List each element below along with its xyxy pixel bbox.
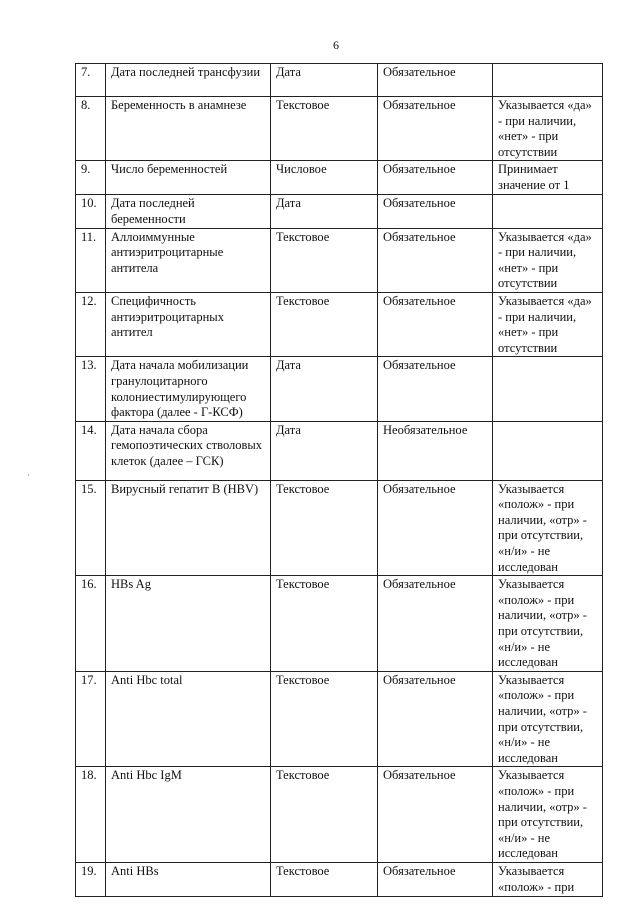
row-number: 14.: [76, 421, 106, 480]
row-number: 13.: [76, 357, 106, 421]
field-name: Дата начала мобилизации гранулоцитарного колониестимулирующего фактора (далее - Г-КСФ): [106, 357, 271, 421]
field-required: Обязательное: [378, 228, 493, 292]
field-name: Anti HBs: [106, 862, 271, 896]
field-type: Текстовое: [271, 292, 378, 356]
field-note: [493, 195, 603, 228]
fields-table: [75, 63, 603, 897]
field-type: Числовое: [271, 161, 378, 195]
row-number: 15.: [76, 480, 106, 576]
field-type: Текстовое: [271, 767, 378, 863]
field-note: [493, 357, 603, 421]
field-type: Дата: [271, 64, 378, 97]
field-name: Аллоиммунные антиэритроцитарные антитела: [106, 228, 271, 292]
field-note: Указывается «полож» - при: [493, 862, 603, 896]
row-number: 16.: [76, 576, 106, 672]
field-note: Указывается «полож» - при наличии, «отр» - при отсутствии, «н/и» - не исследован: [493, 767, 603, 863]
table-row: [76, 480, 603, 576]
field-required: Обязательное: [378, 576, 493, 672]
table-row: [76, 292, 603, 356]
field-type: Дата: [271, 357, 378, 421]
table-row: [76, 671, 603, 767]
field-required: Обязательное: [378, 767, 493, 863]
table-row: [76, 421, 603, 480]
field-name: Дата последней беременности: [106, 195, 271, 228]
field-type: Текстовое: [271, 97, 378, 161]
table-row: [76, 767, 603, 863]
field-name: Беременность в анамнезе: [106, 97, 271, 161]
row-number: 18.: [76, 767, 106, 863]
field-required: Обязательное: [378, 671, 493, 767]
field-note: Указывается «да» - при наличии, «нет» - при отсутствии: [493, 228, 603, 292]
table-row: [76, 64, 603, 97]
table-row: [76, 357, 603, 421]
row-number: 17.: [76, 671, 106, 767]
field-note: Указывается «полож» - при наличии, «отр» - при отсутствии, «н/и» - не исследован: [493, 671, 603, 767]
field-note: Указывается «полож» - при наличии, «отр» - при отсутствии, «н/и» - не исследован: [493, 480, 603, 576]
field-note: [493, 421, 603, 480]
row-number: 10.: [76, 195, 106, 228]
field-name: Число беременностей: [106, 161, 271, 195]
table-row: [76, 161, 603, 195]
field-required: Обязательное: [378, 357, 493, 421]
table-row: [76, 228, 603, 292]
field-name: Anti Hbc IgM: [106, 767, 271, 863]
table-row: [76, 576, 603, 672]
table-row: [76, 97, 603, 161]
row-number: 7.: [76, 64, 106, 97]
field-required: Обязательное: [378, 161, 493, 195]
field-type: Текстовое: [271, 480, 378, 576]
table-row: [76, 862, 603, 896]
field-type: Текстовое: [271, 862, 378, 896]
row-number: 12.: [76, 292, 106, 356]
field-type: Текстовое: [271, 576, 378, 672]
row-number: 9.: [76, 161, 106, 195]
row-number: 11.: [76, 228, 106, 292]
field-name: HBs Ag: [106, 576, 271, 672]
field-type: Текстовое: [271, 228, 378, 292]
field-name: Специфичность антиэритроцитарных антител: [106, 292, 271, 356]
field-type: Дата: [271, 421, 378, 480]
field-note: Принимает значение от 1: [493, 161, 603, 195]
field-note: [493, 64, 603, 97]
field-type: Текстовое: [271, 671, 378, 767]
field-name: Вирусный гепатит В (HBV): [106, 480, 271, 576]
field-name: Anti Hbc total: [106, 671, 271, 767]
field-required: Обязательное: [378, 195, 493, 228]
field-name: Дата начала сбора гемопоэтических стволовых клеток (далее – ГСК): [106, 421, 271, 480]
field-required: Обязательное: [378, 64, 493, 97]
page-number: 6: [333, 38, 339, 52]
field-note: Указывается «да» - при наличии, «нет» - при отсутствии: [493, 292, 603, 356]
table-row: [76, 195, 603, 228]
field-note: Указывается «да» - при наличии, «нет» - при отсутствии: [493, 97, 603, 161]
field-type: Дата: [271, 195, 378, 228]
row-number: 8.: [76, 97, 106, 161]
field-required: Необязательное: [378, 421, 493, 480]
field-required: Обязательное: [378, 862, 493, 896]
margin-mark: ·: [27, 470, 30, 480]
field-required: Обязательное: [378, 97, 493, 161]
field-name: Дата последней трансфузии: [106, 64, 271, 97]
field-required: Обязательное: [378, 480, 493, 576]
field-note: Указывается «полож» - при наличии, «отр» - при отсутствии, «н/и» - не исследован: [493, 576, 603, 672]
row-number: 19.: [76, 862, 106, 896]
field-required: Обязательное: [378, 292, 493, 356]
